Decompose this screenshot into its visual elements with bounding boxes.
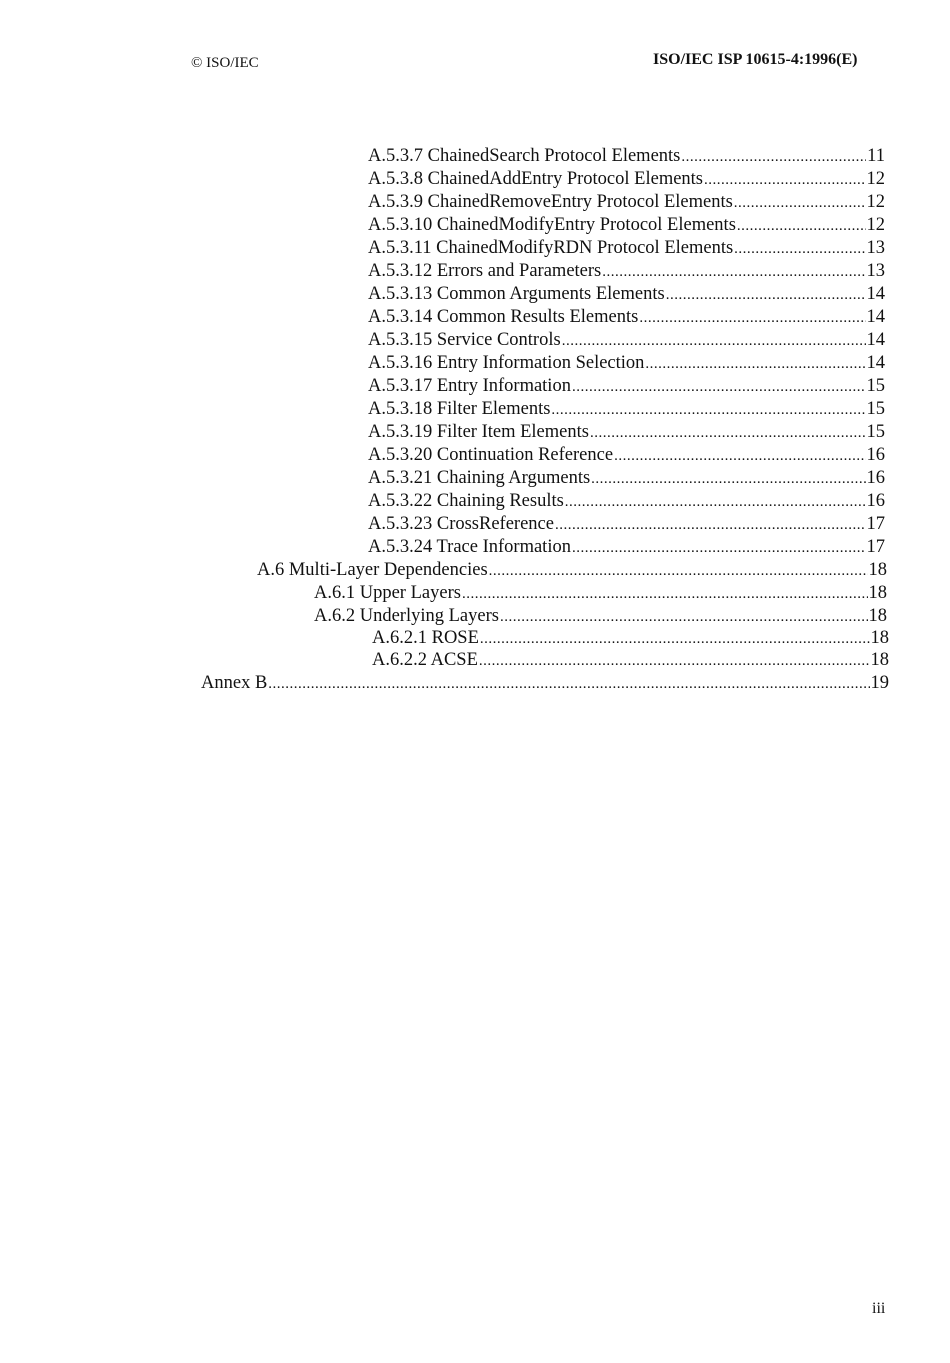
toc-entry-label: A.5.3.15 Service Controls <box>368 330 561 350</box>
toc-entry-label: A.5.3.19 Filter Item Elements <box>368 422 589 442</box>
toc-entry-page: 15 <box>866 376 885 396</box>
toc-entry-page: 12 <box>866 192 885 212</box>
toc-entry-page: 17 <box>866 514 885 534</box>
header-document-id: ISO/IEC ISP 10615-4:1996(E) <box>653 51 858 68</box>
toc-entry-page: 15 <box>866 399 885 419</box>
toc-entry-page: 18 <box>868 606 887 626</box>
toc-entry-page: 12 <box>866 169 885 189</box>
toc-dot-leader <box>734 192 866 213</box>
toc-dot-leader <box>704 169 865 190</box>
toc-entry-label: A.5.3.16 Entry Information Selection <box>368 353 645 373</box>
toc-entry-label: A.5.3.10 ChainedModifyEntry Protocol Elements <box>368 215 736 235</box>
toc-entry-label: A.5.3.8 ChainedAddEntry Protocol Elements <box>368 169 704 189</box>
toc-dot-leader <box>268 673 869 694</box>
toc-entry-label: A.5.3.24 Trace Information <box>368 537 571 557</box>
toc-entry-label: A.5.3.12 Errors and Parameters <box>368 261 602 281</box>
toc-entry-label: A.5.3.7 ChainedSearch Protocol Elements <box>368 146 681 166</box>
toc-entry-page: 12 <box>866 215 885 235</box>
toc-entry-label: A.5.3.14 Common Results Elements <box>368 307 639 327</box>
toc-entry-page: 17 <box>866 537 885 557</box>
toc-entry[interactable] <box>368 537 885 560</box>
toc-entry-page: 15 <box>866 422 885 442</box>
toc-dot-leader <box>500 606 868 627</box>
toc-dot-leader <box>602 261 865 282</box>
toc-entry[interactable] <box>368 307 885 330</box>
toc-entry-label: Annex B <box>201 673 268 693</box>
toc-entry[interactable] <box>368 169 885 192</box>
toc-dot-leader <box>572 376 866 397</box>
toc-dot-leader <box>479 650 870 671</box>
toc-dot-leader <box>565 491 866 512</box>
toc-entry[interactable] <box>368 422 885 445</box>
toc-dot-leader <box>462 583 868 604</box>
toc-entry-page: 18 <box>870 628 889 648</box>
page-number: iii <box>872 1300 886 1317</box>
toc-entry-label: A.5.3.21 Chaining Arguments <box>368 468 591 488</box>
toc-entry-page: 18 <box>868 560 887 580</box>
toc-dot-leader <box>590 422 866 443</box>
toc-dot-leader <box>681 146 866 167</box>
toc-entry-label: A.5.3.13 Common Arguments Elements <box>368 284 665 304</box>
toc-entry[interactable] <box>201 673 889 696</box>
toc-entry-page: 18 <box>870 650 889 670</box>
toc-dot-leader <box>645 353 865 374</box>
toc-entry-page: 13 <box>866 261 885 281</box>
toc-entry[interactable] <box>257 560 887 583</box>
toc-dot-leader <box>737 215 866 236</box>
toc-entry[interactable] <box>368 330 885 353</box>
toc-entry[interactable] <box>368 468 885 491</box>
toc-dot-leader <box>734 238 865 259</box>
toc-dot-leader <box>666 284 866 305</box>
toc-entry-label: A.5.3.22 Chaining Results <box>368 491 564 511</box>
toc-entry-page: 14 <box>866 307 885 327</box>
toc-entry[interactable] <box>368 284 885 307</box>
toc-entry-page: 11 <box>867 146 885 166</box>
toc-dot-leader <box>572 537 866 558</box>
toc-entry-page: 16 <box>866 445 885 465</box>
toc-entry-label: A.5.3.17 Entry Information <box>368 376 571 396</box>
toc-entry[interactable] <box>368 514 885 537</box>
toc-entry[interactable] <box>368 491 885 514</box>
toc-entry[interactable] <box>368 238 885 261</box>
toc-dot-leader <box>480 628 870 649</box>
toc-entry[interactable] <box>372 650 889 673</box>
toc-entry[interactable] <box>314 583 887 606</box>
toc-entry-label: A.5.3.11 ChainedModifyRDN Protocol Elements <box>368 238 734 258</box>
toc-entry-label: A.5.3.18 Filter Elements <box>368 399 551 419</box>
toc-entry[interactable] <box>314 606 887 629</box>
toc-entry-label: A.6.2.1 ROSE <box>372 628 479 648</box>
toc-entry-label: A.5.3.23 CrossReference <box>368 514 554 534</box>
toc-entry-page: 19 <box>870 673 889 693</box>
toc-entry[interactable] <box>368 445 885 468</box>
toc-entry[interactable] <box>368 261 885 284</box>
toc-entry[interactable] <box>368 353 885 376</box>
toc-entry[interactable] <box>368 399 885 422</box>
toc-entry-page: 14 <box>866 284 885 304</box>
toc-dot-leader <box>639 307 865 328</box>
toc-entry-label: A.6.2 Underlying Layers <box>314 606 499 626</box>
toc-entry-label: A.5.3.20 Continuation Reference <box>368 445 614 465</box>
toc-dot-leader <box>555 514 866 535</box>
toc-entry-page: 14 <box>866 330 885 350</box>
toc-entry[interactable] <box>372 628 889 651</box>
toc-entry-label: A.6.1 Upper Layers <box>314 583 461 603</box>
toc-entry-label: A.5.3.9 ChainedRemoveEntry Protocol Elements <box>368 192 733 212</box>
toc-entry-page: 16 <box>866 491 885 511</box>
toc-dot-leader <box>562 330 866 351</box>
toc-entry-label: A.6 Multi-Layer Dependencies <box>257 560 488 580</box>
toc-dot-leader <box>614 445 865 466</box>
toc-entry-page: 18 <box>868 583 887 603</box>
toc-entry-label: A.6.2.2 ACSE <box>372 650 478 670</box>
toc-entry[interactable] <box>368 215 885 238</box>
toc-entry-page: 13 <box>866 238 885 258</box>
toc-dot-leader <box>551 399 865 420</box>
toc-entry-page: 14 <box>866 353 885 373</box>
toc-entry-page: 16 <box>866 468 885 488</box>
toc-entry[interactable] <box>368 146 885 169</box>
toc-entry[interactable] <box>368 192 885 215</box>
header-copyright: © ISO/IEC <box>191 55 259 71</box>
toc-dot-leader <box>591 468 865 489</box>
toc-entry[interactable] <box>368 376 885 399</box>
toc-dot-leader <box>489 560 868 581</box>
